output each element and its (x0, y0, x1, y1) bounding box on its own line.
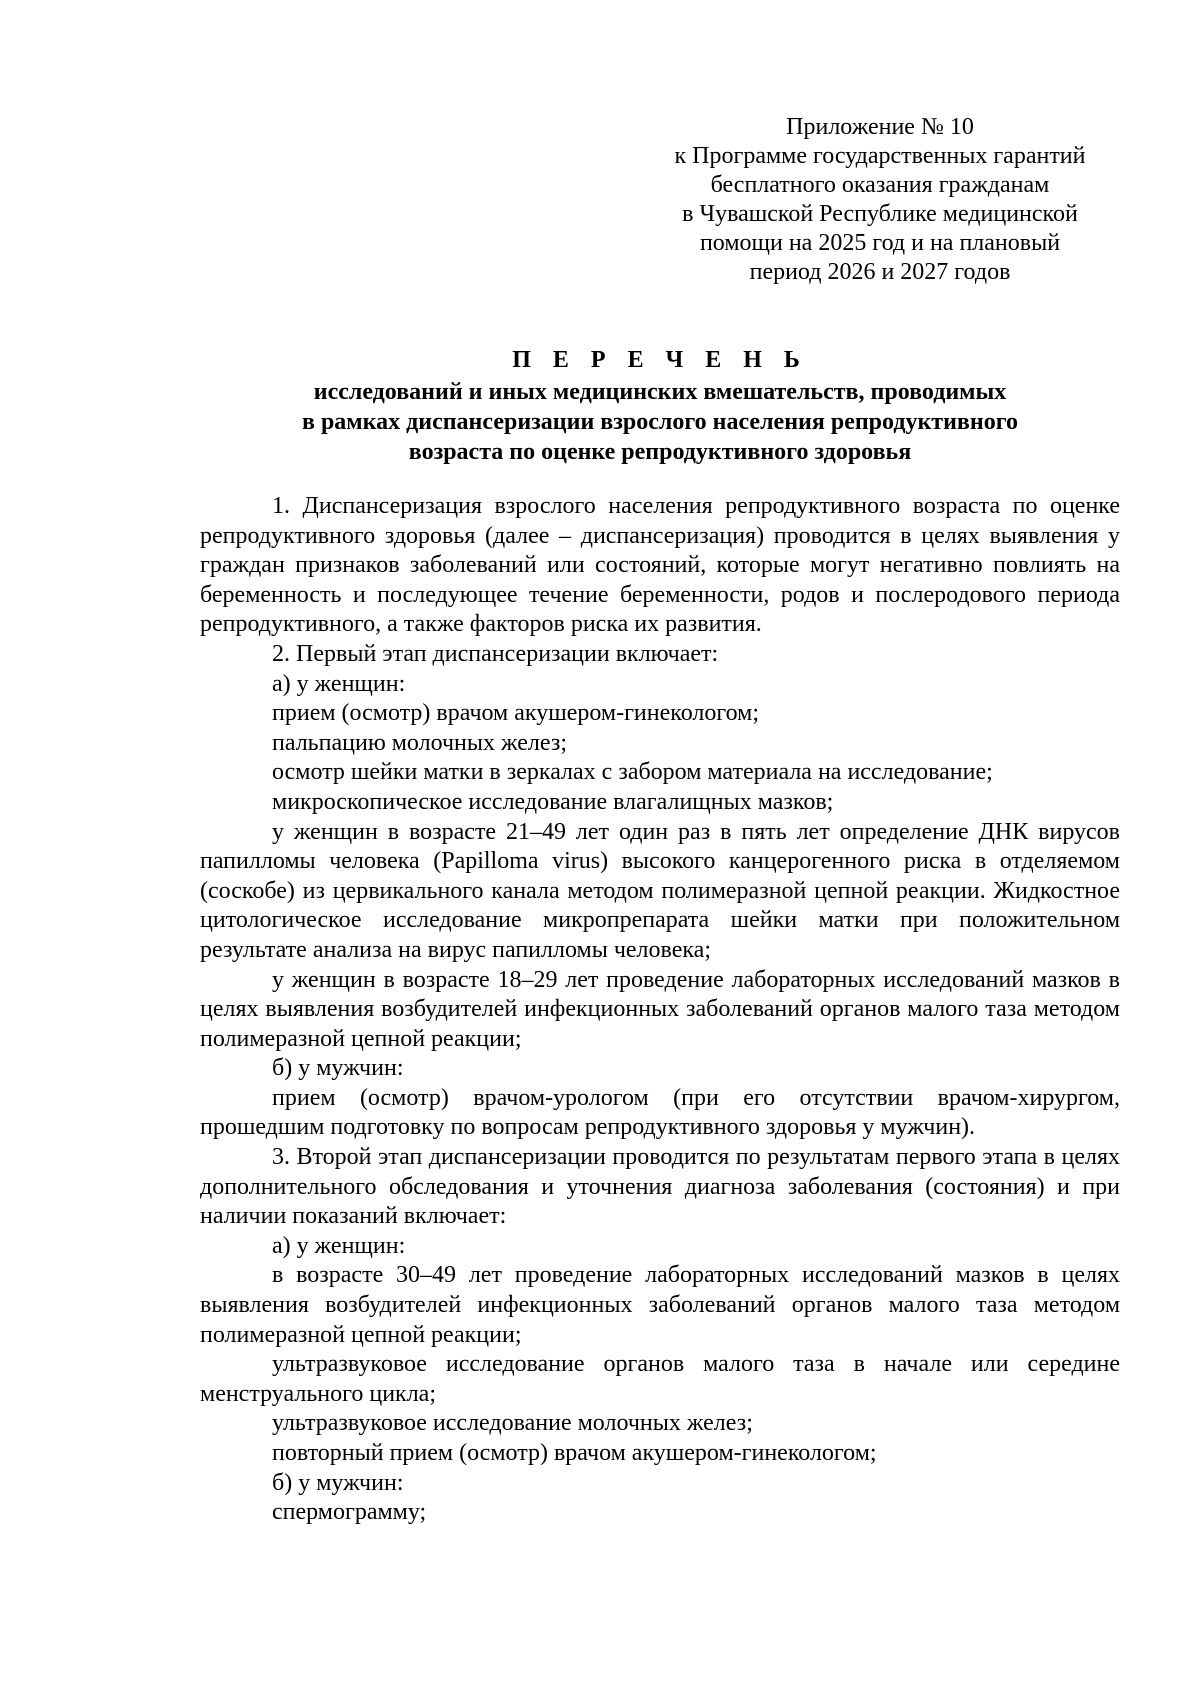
paragraph: пальпацию молочных желез; (272, 729, 567, 756)
paragraph: 1. Диспансеризация взрослого населения репродуктивного возраста по оценке репродуктивного здоровья (далее – диспансеризация) проводится в целях выявления у граждан признаков заболеваний или состояний, которые могут негативно повлиять на беременность и последующее течение беременности, родов и послеродового периода репродуктивного, а также факторов риска их развития. (200, 493, 1120, 638)
paragraph: ультразвуковое исследование молочных желез; (272, 1410, 753, 1437)
paragraph: повторный прием (осмотр) врачом акушером-гинекологом; (272, 1440, 877, 1466)
paragraph: прием (осмотр) врачом-урологом (при его отсутствии врачом-хирургом, прошедшим подготовку по вопросам репродуктивного здоровья у мужчин). (200, 1084, 1120, 1141)
paragraph: у женщин в возрасте 18–29 лет проведение лабораторных исследований мазков в целях выявления возбудителей инфекционных заболеваний органов малого таза методом полимеразной цепной реакции; (200, 966, 1120, 1052)
appendix-line: Приложение № 10 (786, 114, 974, 140)
paragraph: а) у женщин: (272, 670, 406, 697)
appendix-line: в Чувашской Республике медицинской (682, 201, 1078, 227)
paragraph: прием (осмотр) врачом акушером-гинекологом; (272, 700, 759, 727)
appendix-line: к Программе государственных гарантий (674, 143, 1086, 169)
paragraph: спермограмму; (272, 1499, 427, 1526)
document-subtitle-line: в рамках диспансеризации взрослого населения репродуктивного (301, 409, 1018, 435)
appendix-line: помощи на 2025 год и на плановый (699, 230, 1061, 256)
paragraph: а) у женщин: (272, 1232, 406, 1259)
appendix-line: бесплатного оказания гражданам (710, 172, 1050, 198)
document-title: П Е Р Е Ч Е Н Ь (512, 347, 808, 373)
document-subtitle-line: возраста по оценке репродуктивного здоровья (408, 439, 912, 465)
paragraph: осмотр шейки матки в зеркалах с забором материала на исследование; (272, 759, 993, 786)
document-subtitle-line: исследований и иных медицинских вмешательств, проводимых (313, 379, 1007, 405)
paragraph: у женщин в возрасте 21–49 лет один раз в пять лет определение ДНК вирусов папилломы человека (Papilloma virus) высокого канцерогенного риска в отделяемом (соскобе) из цервикального канала методом полимеразной цепной реакции. Жидкостное цитологическое исследование микропрепарата шейки матки при положительном результате анализа на вирус папилломы человека; (200, 818, 1120, 963)
paragraph: ультразвуковое исследование органов малого таза в начале или середине менструального цикла; (200, 1351, 1120, 1407)
paragraph: 2. Первый этап диспансеризации включает: (272, 640, 719, 667)
paragraph: 3. Второй этап диспансеризации проводится по результатам первого этапа в целях дополнительного обследования и уточнения диагноза заболевания (состояния) и при наличии показаний включает: (200, 1144, 1120, 1230)
paragraph: в возрасте 30–49 лет проведение лабораторных исследований мазков в целях выявления возбудителей инфекционных заболеваний органов малого таза методом полимеразной цепной реакции; (200, 1262, 1120, 1348)
document-title-block (200, 345, 1120, 467)
appendix-line: период 2026 и 2027 годов (749, 259, 1011, 285)
paragraph: микроскопическое исследование влагалищных мазков; (272, 788, 834, 815)
paragraph: б) у мужчин: (272, 1469, 404, 1496)
appendix-header (640, 113, 1120, 287)
document-body (200, 492, 1120, 1528)
paragraph: б) у мужчин: (272, 1055, 404, 1082)
